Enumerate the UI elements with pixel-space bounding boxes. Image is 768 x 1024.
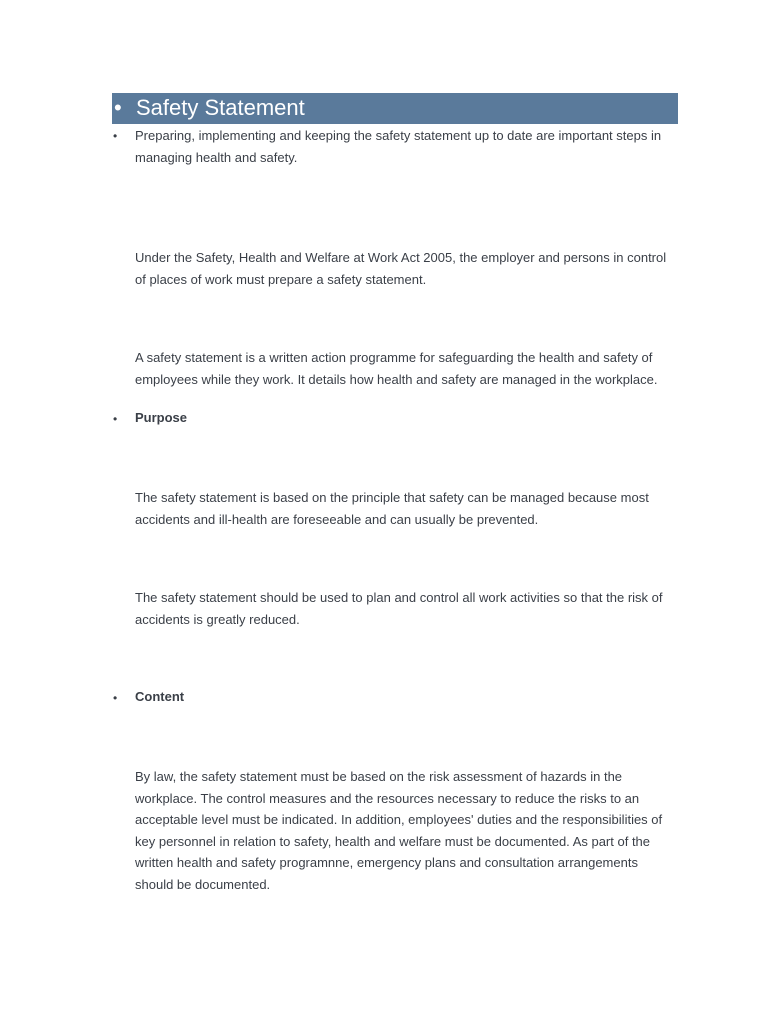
title-bar	[112, 93, 678, 124]
intro-paragraph: Preparing, implementing and keeping the safety statement up to date are important steps in managing health and safety.	[135, 128, 662, 165]
purpose-heading: Purpose	[135, 410, 188, 425]
page-title: Safety Statement	[136, 95, 305, 120]
content-heading: Content	[135, 689, 185, 704]
purpose-paragraph-1: The safety statement is based on the principle that safety can be managed because most accidents and ill-health are foreseeable and can usually be prevented.	[135, 490, 649, 527]
purpose-paragraph-2: The safety statement should be used to plan and control all work activities so that the risk of accidents is greatly reduced.	[135, 590, 663, 627]
content-paragraph: By law, the safety statement must be based on the risk assessment of hazards in the workplace. The control measures and the resources necessary to reduce the risks to an acceptable level must be indicated. In addition, employees' duties and the responsibilities of key personnel in relation to safety, health and welfare must be documented. As part of the written health and safety programnne, emergency plans and consultation arrangements should be documented.	[135, 769, 663, 892]
act-paragraph: Under the Safety, Health and Welfare at Work Act 2005, the employer and persons in control of places of work must prepare a safety statement.	[135, 250, 667, 287]
bullet-content: •	[113, 691, 118, 705]
bullet-purpose: •	[113, 412, 118, 426]
bullet-intro: •	[113, 129, 118, 143]
definition-paragraph: A safety statement is a written action programme for safeguarding the health and safety of employees while they work. It details how health and safety are managed in the workplace.	[135, 350, 658, 387]
title-bullet: •	[114, 95, 122, 120]
